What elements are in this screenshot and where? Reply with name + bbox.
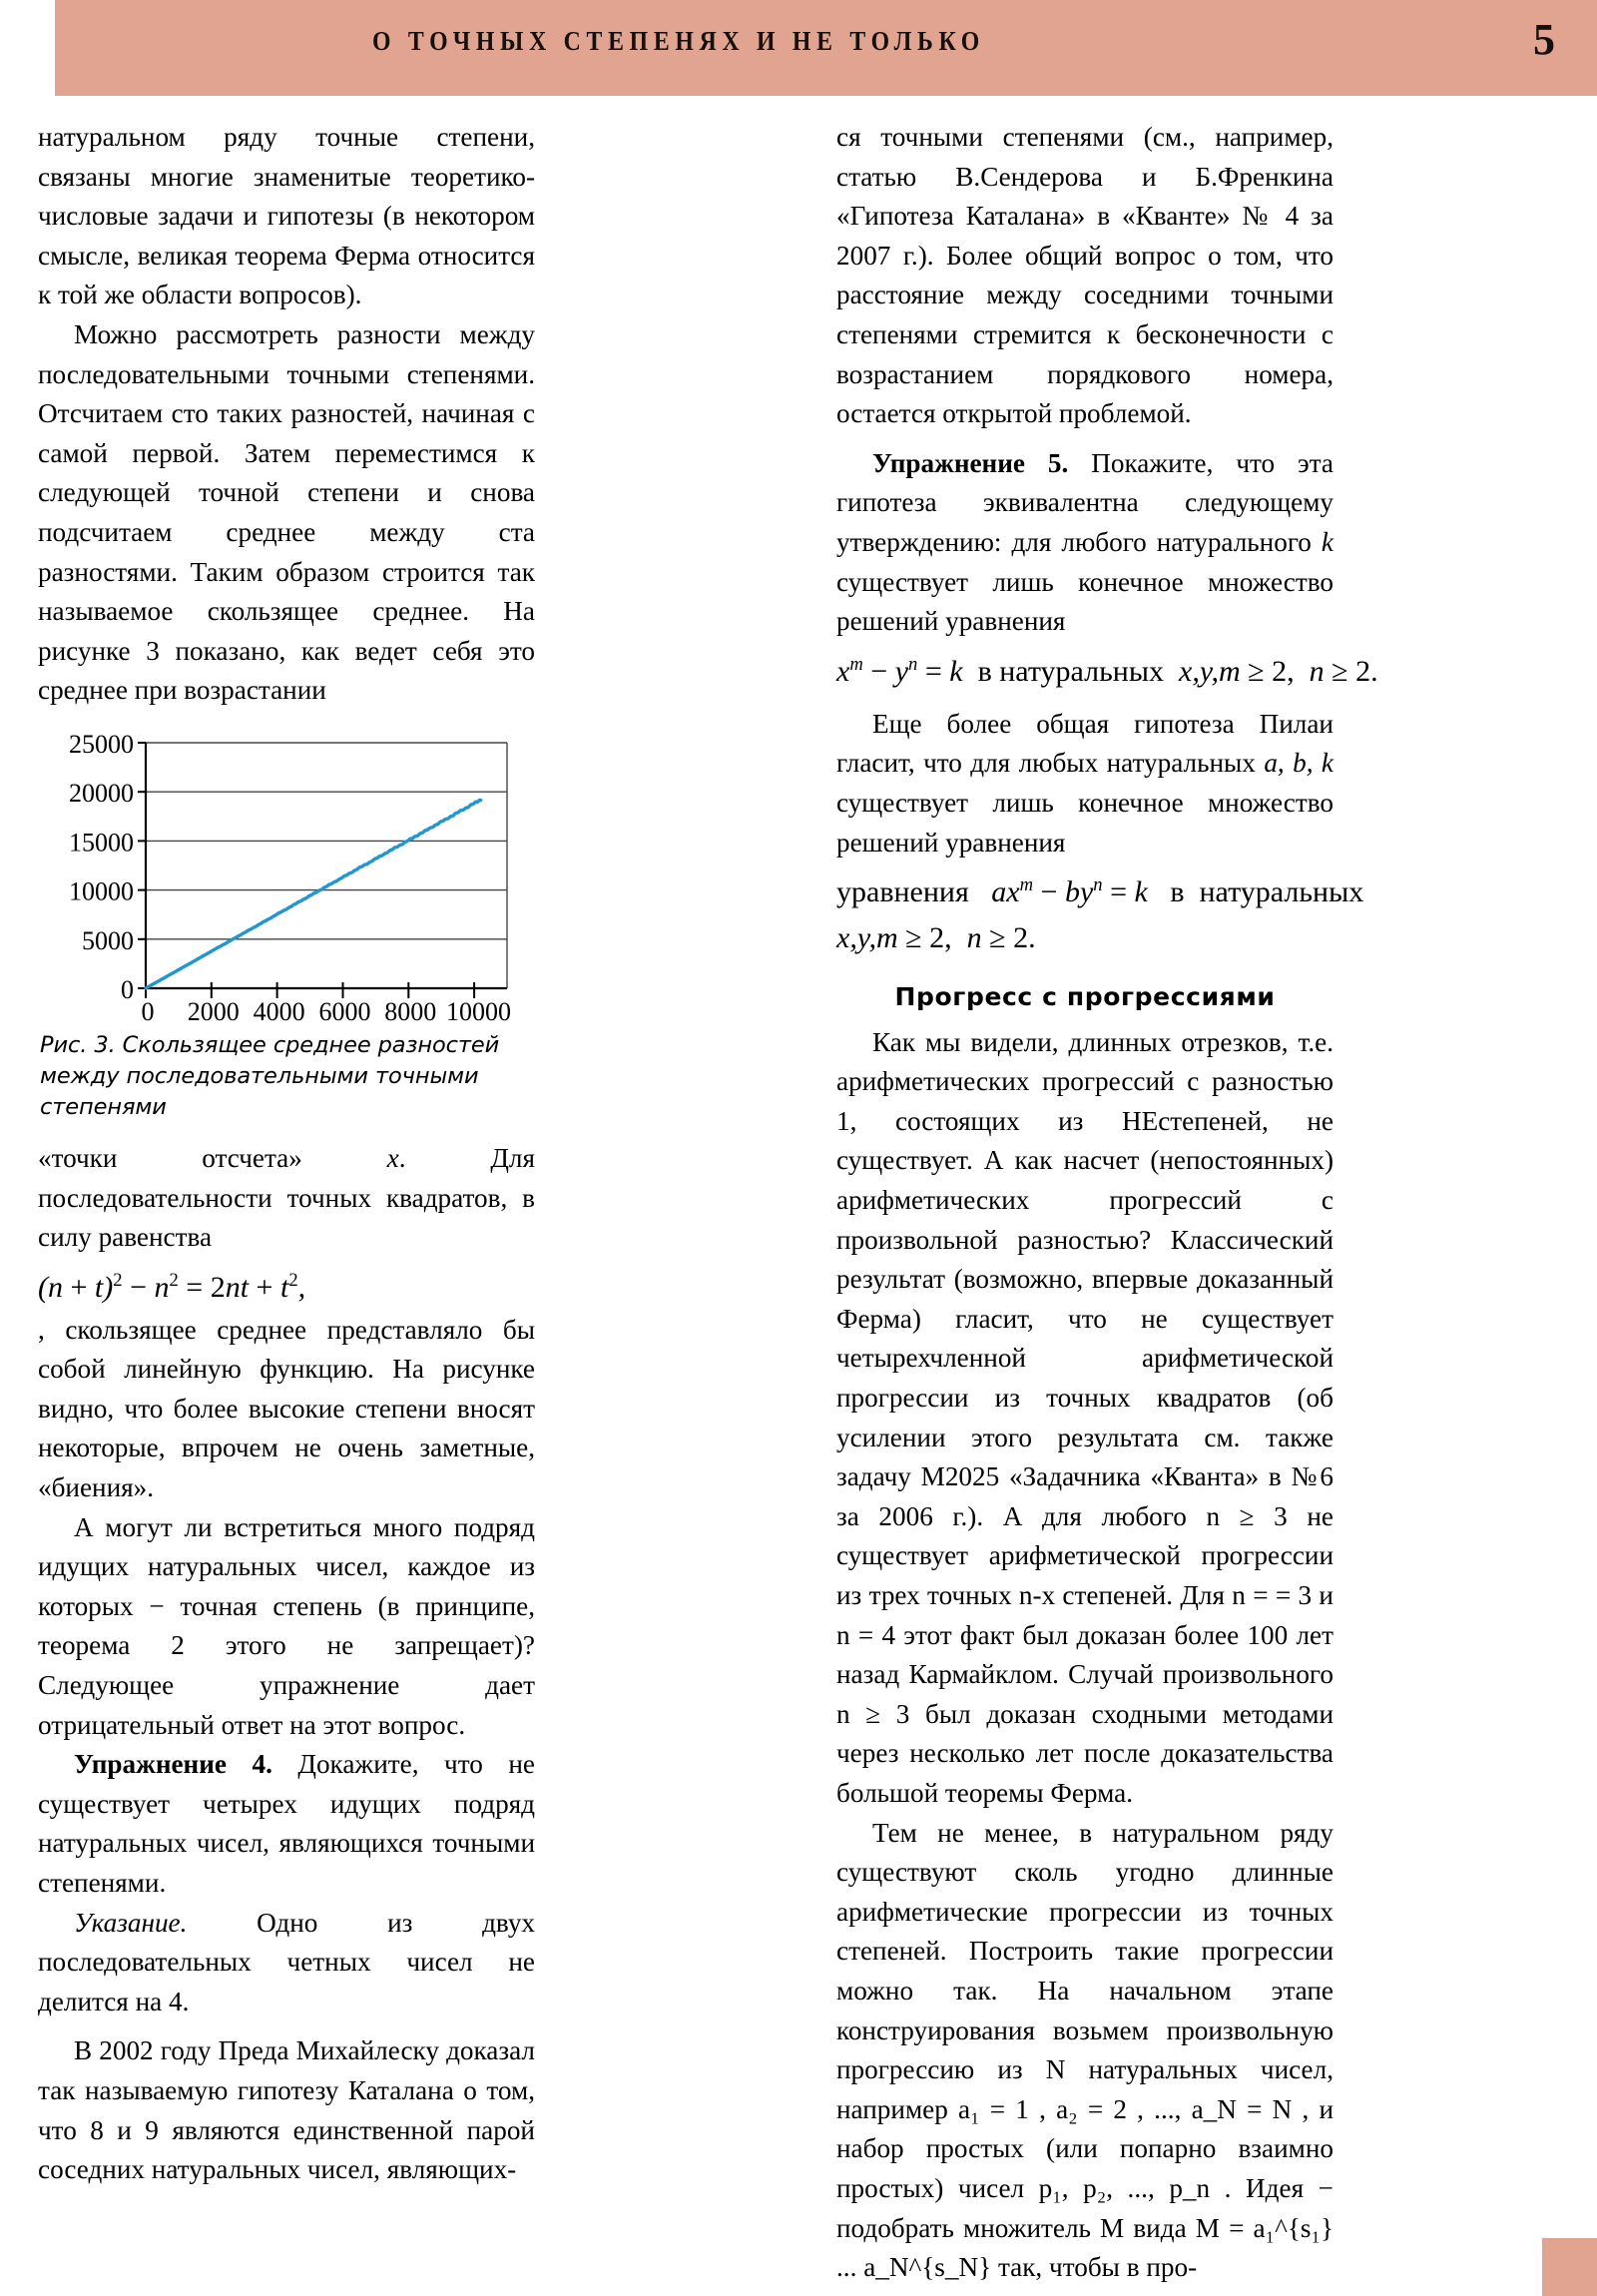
page-title: О ТОЧНЫХ СТЕПЕНЯХ И НЕ ТОЛЬКО: [371, 26, 986, 56]
hint-4: [38, 1904, 535, 2022]
section-heading-progress: Прогресс с прогрессиями: [894, 982, 1276, 1012]
formula-text: $(n + t)^2 - n^2 = 2nt + t^2$,: [38, 1269, 306, 1304]
page-number: 5: [1533, 15, 1555, 64]
x-tick-label: 10000: [446, 996, 511, 1024]
chart-axes: [146, 743, 507, 988]
chart-gridlines: [146, 743, 507, 939]
paragraph-continuation: , скользящее среднее представляло бы собой линейную функцию. На рисунке видно, что более высокие степени вносят некоторые, впрочем не очень заметные, «биения».: [38, 1314, 535, 1503]
paragraph-spacer: [836, 434, 1333, 444]
formula-text: $x^m - y^n = k$: [836, 653, 963, 688]
formula-inline-words: в натуральных: [1170, 875, 1364, 909]
hint-text: Одно из двух последовательных четных чисел не делится на 4.: [38, 1907, 536, 2016]
formula-text: $ax^m - by^n = k$: [991, 874, 1148, 909]
math-variable-k: k: [1321, 526, 1333, 557]
paragraph-continuation: натуральном ряду точные степени, связаны многие знаменитые теоретико-числовые задачи и гипотезы (в некотором смысле, великая теорема Ферма относится к той же области вопросов).: [38, 122, 535, 310]
paragraph-spacer: [38, 2021, 535, 2031]
chart-svg: [38, 725, 535, 1024]
chart-y-tick-labels: [69, 730, 134, 1004]
math-variables-abk: a, b, k: [1264, 748, 1333, 779]
exercise-5-label: Упражнение 5.: [872, 447, 1069, 478]
formula-lead-word: уравнения: [836, 875, 969, 909]
math-display-pillai-constraints: x,y,m ≥ 2, n ≥ 2.: [836, 921, 1036, 955]
chart-sliding-average: [38, 725, 535, 1024]
exercise-5: [836, 444, 1333, 642]
math-variable-x: x: [386, 1142, 399, 1173]
y-tick-label: 10000: [69, 876, 134, 906]
formula-constraint-n: n ≥ 2: [1309, 654, 1371, 688]
paragraph: В 2002 году Преда Михайлеску доказал так называемую гипотезу Каталана о том, что 8 и 9 являются единственной парой соседних натуральных чисел, являющих-: [38, 2035, 535, 2185]
paragraph: Можно рассмотреть разности между последовательными точными степенями. Отсчитаем сто таких разностей, начиная с самой первой. Затем переместимся к следующей точной степени и снова подсчитаем среднее между ста разностями. Таким образом строится так называемое скользящее среднее. На рисунке 3 показано, как ведет себя это среднее при возрастании: [38, 318, 535, 706]
y-tick-label: 0: [121, 974, 134, 1004]
x-tick-label: 6000: [318, 996, 371, 1024]
exercise-4-text: Докажите, что не существует четырех идущих подряд натуральных чисел, являющихся точными степенями.: [38, 1749, 535, 1898]
y-tick-label: 15000: [69, 828, 134, 858]
corner-marker: [1542, 2238, 1597, 2296]
left-column: [38, 118, 535, 2190]
math-display-square-difference: [38, 1258, 535, 1311]
text-run: . Для последовательности точных квадратов, в силу равенства: [38, 1142, 535, 1253]
formula-constraint-n: n ≥ 2: [966, 921, 1029, 955]
x-tick-label: 8000: [384, 996, 437, 1024]
paragraph-pillai: [836, 705, 1333, 862]
exercise-5-text-a: Покажите, что эта гипотеза эквивалентна следующему утверждению: для любого натурального: [836, 447, 1333, 557]
y-tick-label: 5000: [82, 925, 134, 955]
right-column: [836, 118, 1378, 2288]
x-tick-label: 0: [141, 996, 155, 1024]
paragraph-continuation: ся точными степенями (см., например, статью В.Сендерова и Б.Френкина «Гипотеза Каталана» в «Кванте» № 4 за 2007 г.). Более общий вопрос о том, что расстояние между соседними точными степенями стремится к бесконечности с возрастанием порядкового номера, остается открытой проблемой.: [836, 122, 1333, 429]
page-header-band: [55, 0, 1597, 96]
figure-caption: Рис. 3. Скользящее среднее разностей между последовательными точными степенями: [40, 1031, 500, 1120]
y-tick-label: 25000: [69, 729, 134, 759]
paragraph-spacer: [836, 695, 1333, 705]
text-run: Еще более общая гипотеза Пилаи гласит, что для любых натуральных: [836, 708, 1333, 779]
paragraph: Тем не менее, в натуральном ряду существуют сколь угодно длинные арифметические прогрессии из точных степеней. Построить такие прогрессии можно так. На начальном этапе конструирования возьмем произвольную прогрессию из N натуральных чисел, например a₁ = 1 , a₂ = 2 , ..., a_N = N , и набор простых (или попарно взаимно простых) чисел p₁, p₂, ..., p_n . Идея − подобрать множитель M вида M = a₁^{s₁} ... a_N^{s_N} так, чтобы в про-: [836, 1817, 1333, 2283]
exercise-4-label: Упражнение 4.: [74, 1749, 272, 1780]
chart-y-ticks: [138, 743, 146, 988]
formula-constraints: x,y,m ≥ 2: [836, 921, 945, 955]
math-display-xm-yn: $x^m - y^n = k$ в натуральных x,y,m ≥ 2, n ≥ 2.: [836, 653, 1378, 688]
math-display-pillai: [836, 862, 1364, 915]
chart-line-series: [146, 800, 481, 988]
formula-inline-words: в натуральных: [977, 654, 1164, 688]
exercise-5-text-b: существует лишь конечное множество решений уравнения: [836, 566, 1333, 637]
figure-3: [38, 725, 535, 1123]
paragraph: Как мы видели, длинных отрезков, т.е. арифметических прогрессий с разностью 1, состоящих из НЕстепеней, не существует. А как насчет (непостоянных) арифметических прогрессий с произвольной разностью? Классический результат (возможно, впервые доказанный Ферма) гласит, что не существует четырехчленной арифметической прогрессии из точных квадратов (об усилении этого результата см. также задачу М2025 «Задачника «Кванта» в №6 за 2006 г.). А для любого n ≥ 3 не существует арифметической прогрессии из трех точных n-х степеней. Для n = = 3 и n = 4 этот факт был доказан более 100 лет назад Кармайклом. Случай произвольного n ≥ 3 был доказан сходными методами через несколько лет после доказательства большой теоремы Ферма.: [836, 1026, 1333, 1808]
paragraph-continuation: [38, 1139, 535, 1258]
paragraph: А могут ли встретиться много подряд идущих натуральных чисел, каждое из которых − точная степень (в принципе, теорема 2 этого не запрещает)? Следующее упражнение дает отрицательный ответ на этот вопрос.: [38, 1511, 535, 1740]
text-run: «точки отсчета»: [38, 1142, 387, 1173]
chart-x-tick-labels: [142, 997, 512, 1024]
text-run: существует лишь конечное множество решений уравнения: [836, 787, 1333, 858]
x-tick-label: 2000: [187, 996, 240, 1024]
y-tick-label: 20000: [69, 779, 134, 809]
x-tick-label: 4000: [253, 996, 305, 1024]
chart-x-ticks: [146, 982, 474, 998]
hint-label: Указание.: [74, 1907, 188, 1938]
exercise-4: [38, 1745, 535, 1903]
formula-constraints: x,y,m ≥ 2: [1178, 654, 1288, 688]
